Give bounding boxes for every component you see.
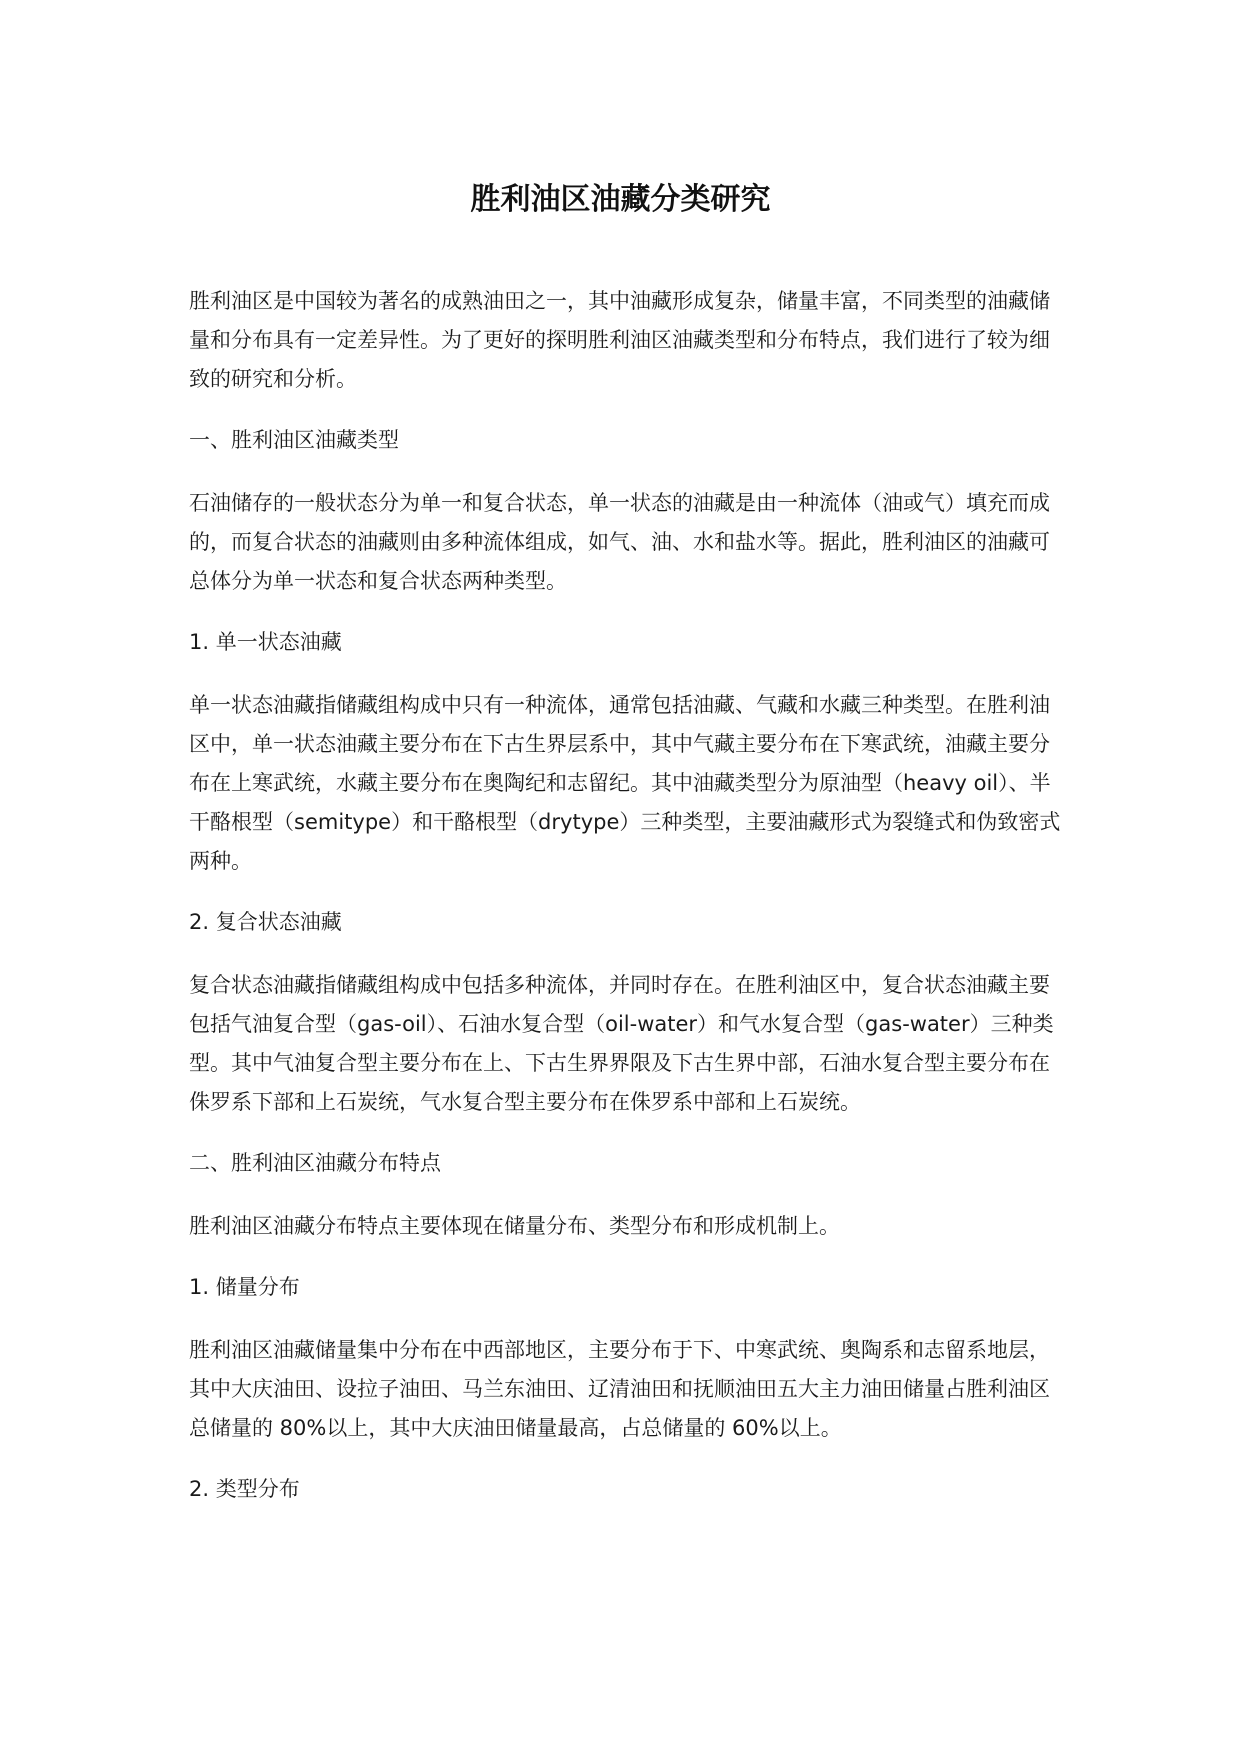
body-paragraph: 胜利油区油藏分布特点主要体现在储量分布、类型分布和形成机制上。	[189, 1214, 840, 1238]
body-paragraph: 单一状态油藏指储藏组构成中只有一种流体，通常包括油藏、气藏和水藏三种类型。在胜利油区中，单一状态油藏主要分布在下古生界层系中，其中气藏主要分布在下寒武统，油藏主要分布在上寒武统，水藏主要分布在奥陶纪和志留纪。其中油藏类型分为原油型（heavy oil）、半干酪根型（semitype）和干酪根型（drytype）三种类型，主要油藏形式为裂缝式和伪致密式两种。	[189, 693, 1061, 873]
section-heading-1: 一、胜利油区油藏类型	[189, 428, 399, 452]
body-paragraph: 复合状态油藏指储藏组构成中包括多种流体，并同时存在。在胜利油区中，复合状态油藏主要包括气油复合型（gas-oil）、石油水复合型（oil-water）和气水复合型（gas-water）三种类型。其中气油复合型主要分布在上、下古生界界限及下古生界中部，石油水复合型主要分布在侏罗系下部和上石炭统，气水复合型主要分布在侏罗系中部和上石炭统。	[189, 973, 1054, 1114]
body-paragraph: 胜利油区油藏储量集中分布在中西部地区，主要分布于下、中寒武统、奥陶系和志留系地层，其中大庆油田、设拉子油田、马兰东油田、辽清油田和抚顺油田五大主力油田储量占胜利油区总储量的 80%以上，其中大庆油田储量最高，占总储量的 60%以上。	[189, 1338, 1050, 1440]
body-paragraph: 石油储存的一般状态分为单一和复合状态，单一状态的油藏是由一种流体（油或气）填充而成的，而复合状态的油藏则由多种流体组成，如气、油、水和盐水等。据此，胜利油区的油藏可总体分为单一状态和复合状态两种类型。	[189, 491, 1050, 593]
subsection-heading-2-1: 1. 储量分布	[189, 1275, 300, 1299]
document-body	[189, 282, 1069, 1533]
section-heading-2: 二、胜利油区油藏分布特点	[189, 1151, 441, 1175]
intro-paragraph: 胜利油区是中国较为著名的成熟油田之一，其中油藏形成复杂，储量丰富，不同类型的油藏储量和分布具有一定差异性。为了更好的探明胜利油区油藏类型和分布特点，我们进行了较为细致的研究和分析。	[189, 289, 1050, 391]
document-title: 胜利油区油藏分类研究	[470, 182, 771, 217]
subsection-heading-1-1: 1. 单一状态油藏	[189, 630, 342, 654]
subsection-heading-1-2: 2. 复合状态油藏	[189, 910, 342, 934]
subsection-heading-2-2: 2. 类型分布	[189, 1477, 300, 1501]
